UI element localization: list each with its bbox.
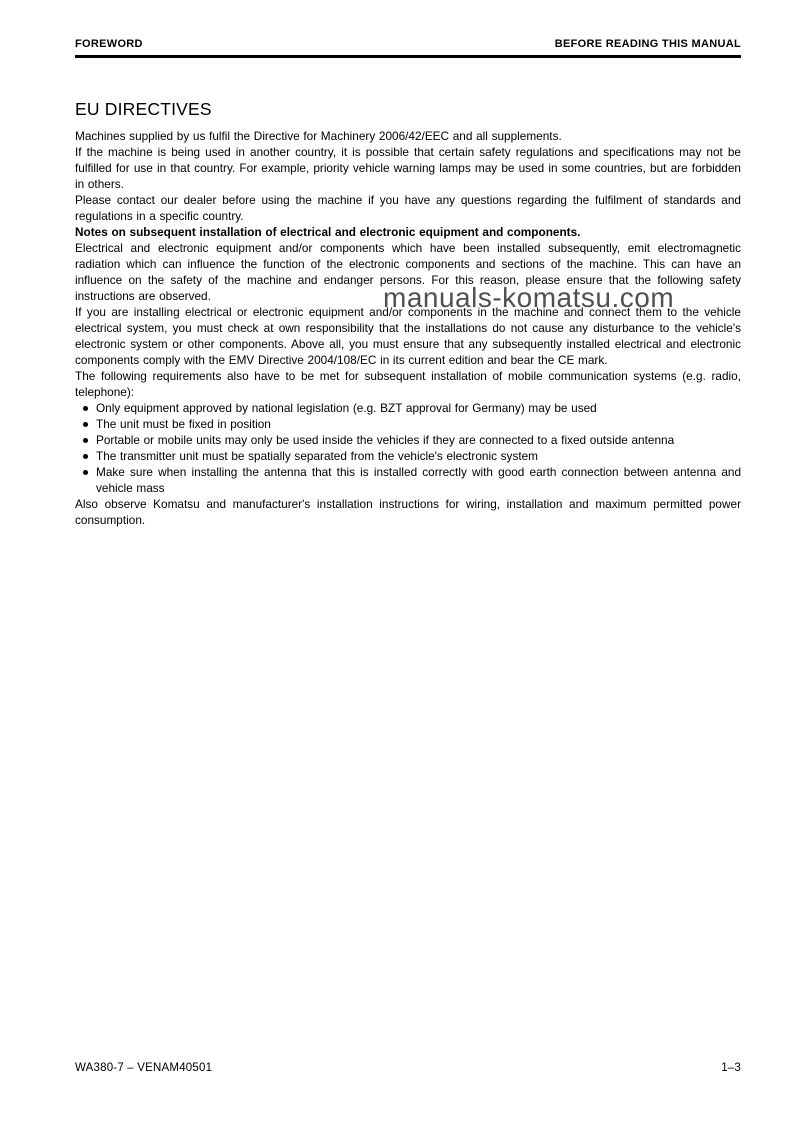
- bullet-icon: [83, 438, 88, 443]
- bullet-icon: [83, 422, 88, 427]
- paragraph: If the machine is being used in another country, it is possible that certain safety regulations and specifications may not be fulfilled for use in that country. For example, priority vehicle warning lamps may be used in some countries, but are forbidden in others.: [75, 145, 741, 191]
- paragraph: The following requirements also have to be met for subsequent installation of mobile communication systems (e.g. radio, telephone):: [75, 369, 741, 399]
- header-rule: [75, 55, 741, 58]
- paragraph: Machines supplied by us fulfil the Directive for Machinery 2006/42/EEC and all supplements.: [75, 129, 562, 143]
- page-footer: [75, 1062, 741, 1074]
- note-heading: Notes on subsequent installation of electrical and electronic equipment and components.: [75, 225, 581, 239]
- paragraph: Also observe Komatsu and manufacturer's installation instructions for wiring, installation and maximum permitted power consumption.: [75, 497, 741, 527]
- page-header: [75, 38, 741, 50]
- paragraph: Electrical and electronic equipment and/or components which have been installed subsequently, emit electromagnetic radiation which can influence the function of the electronic components and sections of the machine. This can have an influence on the safety of the machine and endanger persons. For this reason, please ensure that the following safety instructions are observed.: [75, 241, 741, 303]
- bullet-item: [75, 400, 741, 416]
- header-right-title: BEFORE READING THIS MANUAL: [554, 38, 741, 50]
- bullet-text: The transmitter unit must be spatially separated from the vehicle's electronic system: [96, 449, 539, 463]
- bullet-item: [75, 448, 741, 464]
- bullet-item: [75, 416, 741, 432]
- bullet-icon: [83, 454, 88, 459]
- paragraph: Please contact our dealer before using the machine if you have any questions regarding the fulfilment of standards and regulations in a specific country.: [75, 193, 741, 223]
- bullet-text: Only equipment approved by national legislation (e.g. BZT approval for Germany) may be used: [96, 401, 597, 415]
- paragraph: If you are installing electrical or electronic equipment and/or components in the machine and connect them to the vehicle electrical system, you must check at own responsibility that the installations do not cause any disturbance to the vehicle's electronic system or other components. Above all, you must ensure that any subsequently installed electrical and electronic components comply with the EMV Directive 2004/108/EC in its current edition and bear the CE mark.: [75, 305, 741, 367]
- bullet-list: [75, 400, 741, 496]
- bullet-icon: [83, 406, 88, 411]
- content-area: [75, 99, 741, 528]
- bullet-icon: [83, 470, 88, 475]
- bullet-item: [75, 432, 741, 448]
- bullet-item: [75, 464, 741, 496]
- bullet-text: Portable or mobile units may only be used inside the vehicles if they are connected to a fixed outside antenna: [96, 433, 675, 447]
- bullet-text: Make sure when installing the antenna that this is installed correctly with good earth connection between antenna and vehicle mass: [96, 465, 741, 495]
- bullet-text: The unit must be fixed in position: [96, 417, 271, 431]
- footer-page-number: 1–3: [721, 1062, 741, 1074]
- header-left-title: FOREWORD: [75, 38, 143, 50]
- section-title: EU DIRECTIVES: [75, 99, 212, 119]
- watermark: manuals-komatsu.com: [383, 282, 675, 313]
- footer-document-code: WA380-7 – VENAM40501: [75, 1062, 213, 1074]
